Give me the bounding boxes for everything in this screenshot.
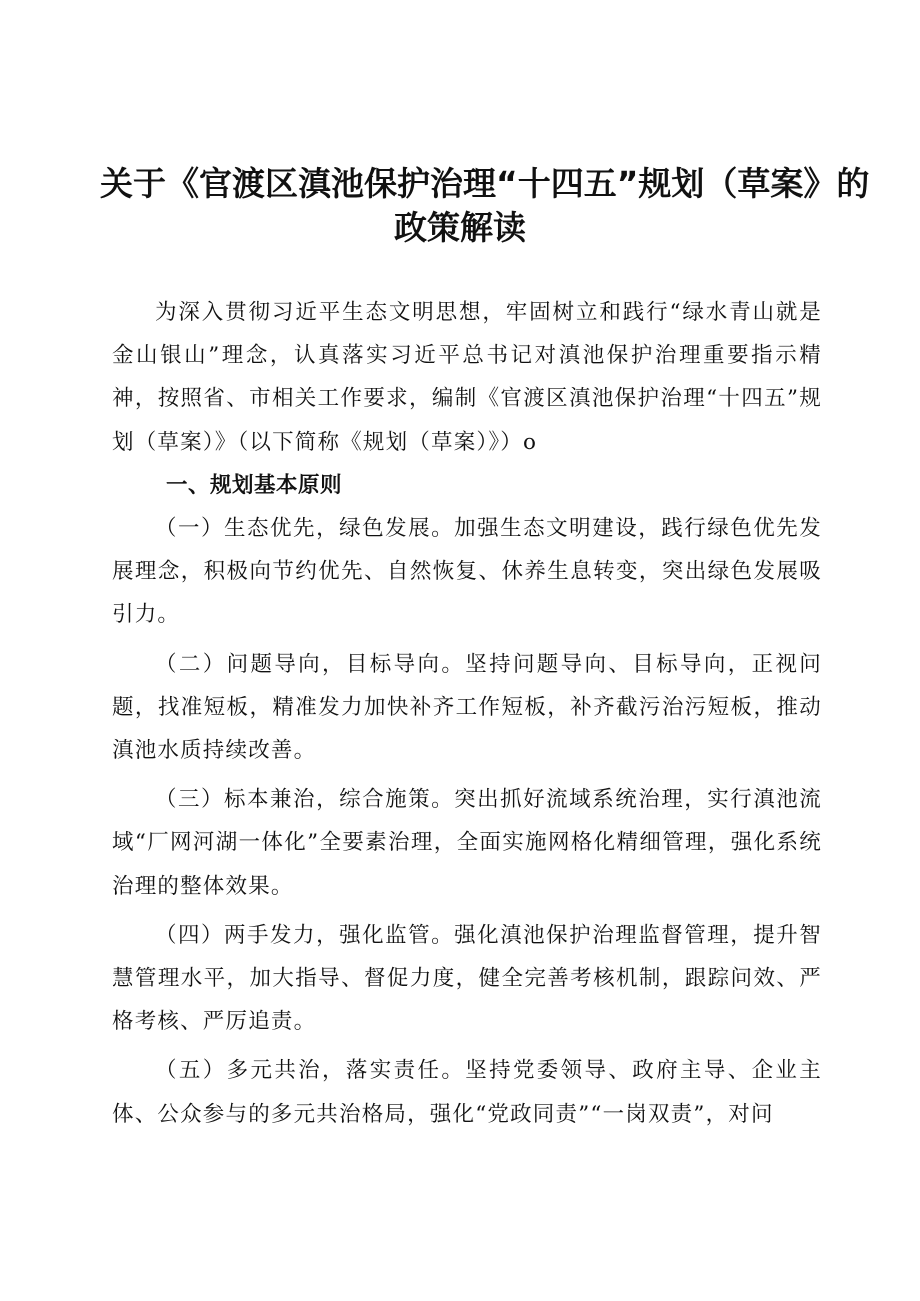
principle-paragraph-4: （四）两手发力，强化监管。强化滇池保护治理监督管理，提升智慧管理水平，加大指导、督促力度，健全完善考核机制，跟踪问效、严格考核、严厉追责。 [112, 922, 822, 1035]
principle-paragraph-5: （五）多元共治，落实责任。坚持党委领导、政府主导、企业主体、公众参与的多元共治格局，强化“党政同责”“一岗双责”，对问 [112, 1058, 822, 1127]
intro-paragraph: 为深入贯彻习近平生态文明思想，牢固树立和践行“绿水青山就是金山银山”理念，认真落实习近平总书记对滇池保护治理重要指示精神，按照省、市相关工作要求，编制《官渡区滇池保护治理“十四五”规划（草案）》（以下简称《规划（草案）》）o [112, 300, 822, 455]
document-title-line-2: 政策解读 [394, 208, 526, 247]
document-body [112, 291, 822, 1136]
section-heading-principles: 一、规划基本原则 [166, 472, 343, 498]
principle-paragraph-1: （一）生态优先，绿色发展。加强生态文明建设，践行绿色优先发展理念，积极向节约优先、自然恢复、休养生息转变，突出绿色发展吸引力。 [112, 516, 822, 628]
document-title-line-1: 关于《官渡区滇池保护治理“十四五”规划（草案》的 [100, 164, 870, 203]
principle-paragraph-2: （二）问题导向，目标导向。坚持问题导向、目标导向，正视问题，找准短板，精准发力加快补齐工作短板，补齐截污治污短板，推动滇池水质持续改善。 [112, 651, 822, 764]
principle-paragraph-3: （三）标本兼治，综合施策。突出抓好流域系统治理，实行滇池流域“厂网河湖一体化”全要素治理，全面实施网格化精细管理，强化系统治理的整体效果。 [112, 787, 822, 899]
